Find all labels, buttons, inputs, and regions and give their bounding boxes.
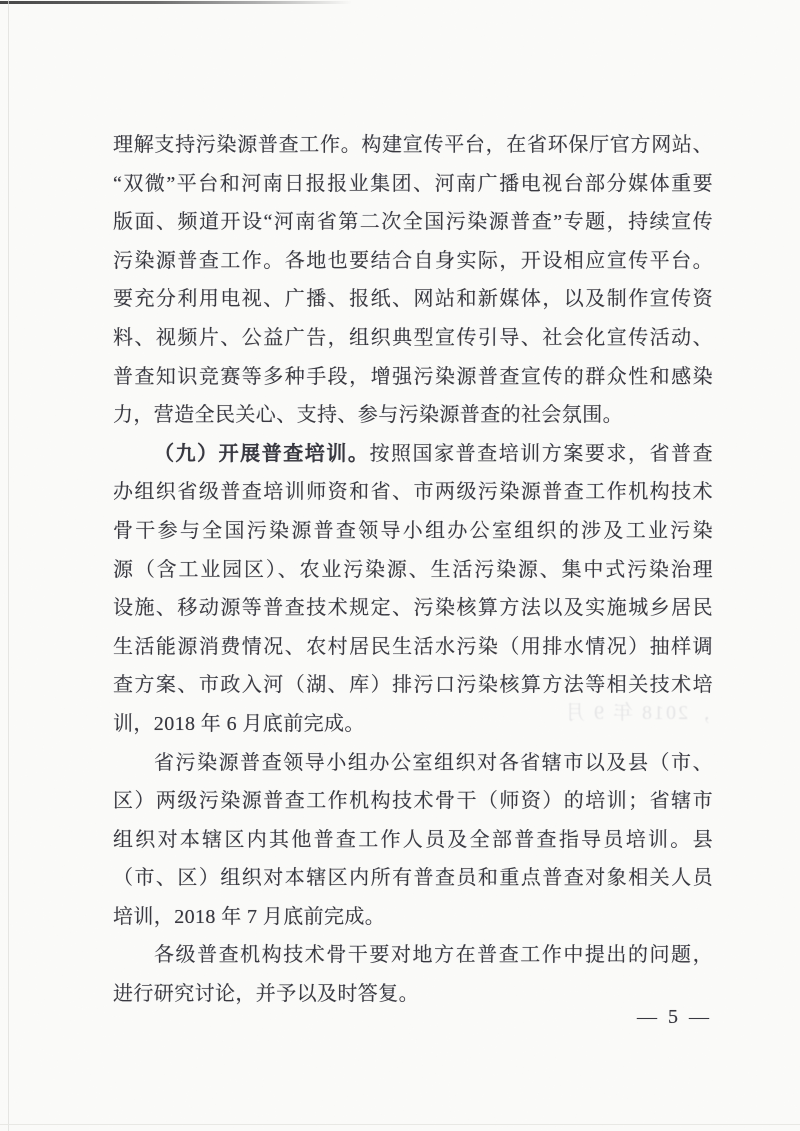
text-line: 源（含工业园区）、农业污染源、生活污染源、集中式污染治理 [113,558,713,581]
text-line: 组织对本辖区内其他普查工作人员及全部普查指导员培训。县 [113,828,713,851]
scan-artifact-top-edge [0,1,440,4]
text-line: 骨干参与全国污染源普查领导小组办公室组织的涉及工业污染 [113,519,713,542]
text-line: 区）两级污染源普查工作机构技术骨干（师资）的培训；省辖市 [113,790,713,813]
text-line: （市、区）组织对本辖区内所有普查员和重点普查对象相关人员 [113,867,713,890]
text-line: 设施、移动源等普查技术规定、污染核算方法以及实施城乡居民 [113,597,713,620]
text-line: 省污染源普查领导小组办公室组织对各省辖市以及县（市、 [154,751,713,774]
text-line: 培训，2018 年 7 月底前完成。 [113,905,386,928]
scan-artifact-left-edge [8,0,9,1131]
bleed-through-text: ，2018 年 9 月 [563,702,710,724]
text-line: 办组织省级普查培训师资和省、市两级污染源普查工作机构技术 [113,481,713,504]
text-line: 力，营造全民关心、支持、参与污染源普查的社会氛围。 [113,404,623,427]
section-heading: （九）开展普查培训。 [154,442,370,465]
text-line: （九）开展普查培训。按照国家普查培训方案要求，省普查 [154,442,713,465]
text-line: 进行研究讨论，并予以及时答复。 [113,983,419,1006]
text-line: “双微”平台和河南日报报业集团、河南广播电视台部分媒体重要 [113,172,713,195]
page-number: — 5 — [637,1006,712,1028]
text-line: 查方案、市政入河（湖、库）排污口污染核算方法等相关技术培 [113,674,713,697]
text-line: 普查知识竞赛等多种手段，增强污染源普查宣传的群众性和感染 [113,365,713,388]
text-line: 各级普查机构技术骨干要对地方在普查工作中提出的问题， [154,944,713,967]
scan-artifact-bottom-edge [0,1124,800,1125]
text-line: 料、视频片、公益广告，组织典型宣传引导、社会化宣传活动、 [113,326,713,349]
text-line: 污染源普查工作。各地也要结合自身实际，开设相应宣传平台。 [113,249,713,272]
text-line: 要充分利用电视、广播、报纸、网站和新媒体，以及制作宣传资 [113,288,713,311]
text-line: 训，2018 年 6 月底前完成。 [113,712,365,735]
text-line: 理解支持污染源普查工作。构建宣传平台，在省环保厅官方网站、 [113,134,713,156]
text-line: 生活能源消费情况、农村居民生活水污染（用排水情况）抽样调 [113,635,713,658]
document-body [113,126,713,1014]
text-line: 版面、频道开设“河南省第二次全国污染源普查”专题，持续宣传 [113,211,713,234]
